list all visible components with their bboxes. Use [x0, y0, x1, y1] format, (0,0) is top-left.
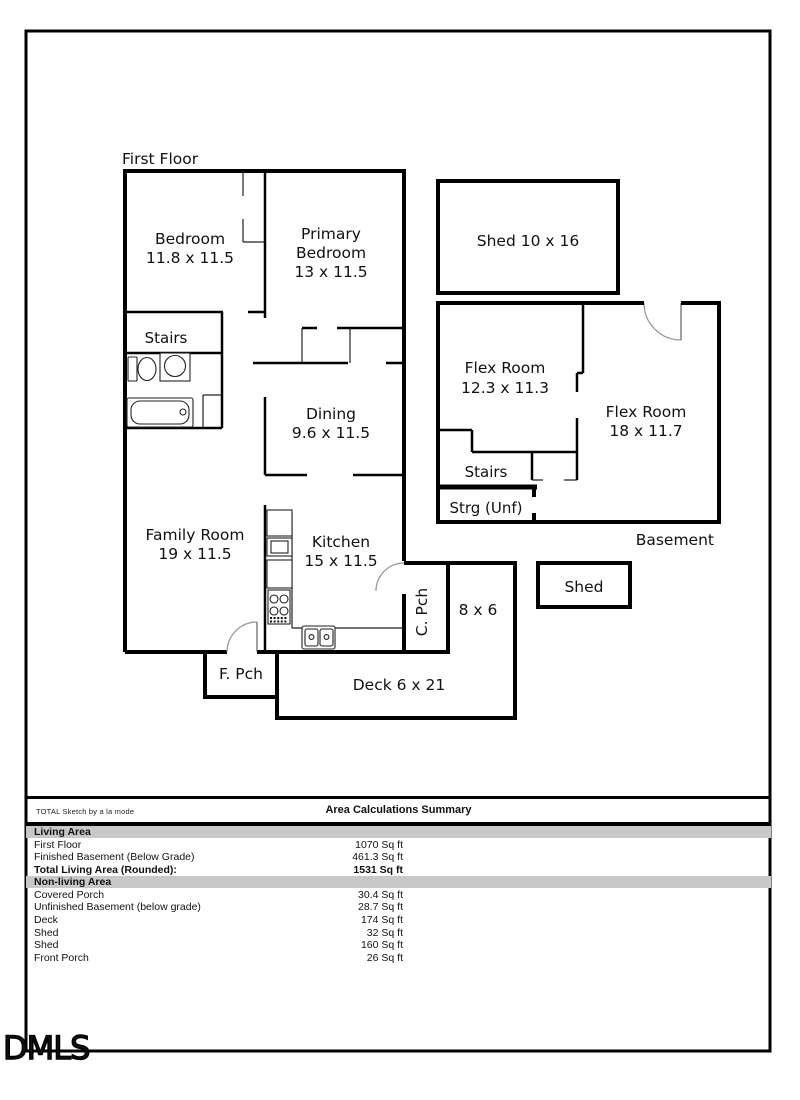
sink-drain-icon — [309, 635, 314, 640]
bath-sink-icon — [165, 356, 186, 377]
table-row — [26, 838, 771, 851]
label-storage: Strg (Unf) — [449, 499, 523, 517]
row-value: 1531 Sq ft — [353, 863, 403, 876]
label-primary-1: Primary — [301, 225, 361, 243]
label-dining: Dining — [305, 405, 357, 423]
label-shed-large: Shed 10 x 16 — [476, 232, 580, 250]
label-basement: Basement — [635, 531, 714, 549]
nonliving-area-header: Non-living Area — [26, 876, 771, 889]
label-shed-small: Shed — [564, 578, 604, 596]
row-label: Front Porch — [34, 951, 89, 964]
row-label: Shed — [34, 926, 59, 939]
label-deck-side: 8 x 6 — [458, 601, 498, 619]
row-label: Total Living Area (Rounded): — [34, 863, 177, 876]
table-row — [26, 951, 771, 964]
row-label: Shed — [34, 939, 59, 952]
row-label: Deck — [34, 913, 58, 926]
sketch-brand: TOTAL Sketch by a la mode — [36, 807, 135, 816]
label-primary-2: Bedroom — [295, 244, 367, 262]
label-dining-dims: 9.6 x 11.5 — [291, 424, 371, 442]
row-value: 32 Sq ft — [366, 926, 403, 939]
row-label: Covered Porch — [34, 888, 105, 901]
toilet-tank-icon — [128, 357, 137, 381]
row-value: 461.3 Sq ft — [352, 851, 403, 864]
burner-icon — [280, 607, 288, 615]
row-value: 160 Sq ft — [360, 939, 403, 952]
label-flex2: Flex Room — [605, 403, 687, 421]
row-label: Finished Basement (Below Grade) — [34, 851, 195, 864]
row-value: 28.7 Sq ft — [358, 901, 403, 914]
label-stairs-ff: Stairs — [144, 329, 188, 347]
wall-oven-door-icon — [271, 541, 288, 553]
row-label: First Floor — [34, 838, 82, 851]
label-kitchen-dims: 15 x 11.5 — [304, 552, 378, 570]
summary-header — [26, 799, 771, 822]
table-row — [26, 888, 771, 901]
first-floor-title: First Floor — [122, 150, 199, 168]
table-row — [26, 939, 771, 952]
kitchen-cabinet-icon — [267, 560, 292, 588]
burner-icon — [280, 595, 288, 603]
label-family-dims: 19 x 11.5 — [158, 545, 232, 563]
living-area-header: Living Area — [26, 826, 771, 839]
area-calculations-summary — [26, 796, 771, 964]
label-bedroom-dims: 11.8 x 11.5 — [145, 249, 235, 267]
bathtub-drain-icon — [180, 409, 186, 415]
label-covered-porch: C. Pch — [413, 587, 431, 637]
row-value: 26 Sq ft — [366, 951, 403, 964]
burner-icon — [270, 607, 278, 615]
sink-drain-icon — [324, 635, 329, 640]
row-value: 1070 Sq ft — [355, 838, 403, 851]
table-row — [26, 926, 771, 939]
label-front-porch: F. Pch — [219, 665, 263, 683]
toilet-bowl-icon — [138, 358, 156, 381]
row-value: 174 Sq ft — [360, 913, 403, 926]
label-deck: Deck 6 x 21 — [352, 676, 446, 694]
burner-icon — [270, 595, 278, 603]
label-family-room: Family Room — [145, 526, 245, 544]
row-label: Unfinished Basement (below grade) — [34, 901, 201, 914]
table-row — [26, 851, 771, 864]
table-row — [26, 913, 771, 926]
table-row-total — [26, 863, 771, 876]
label-kitchen: Kitchen — [311, 533, 371, 551]
table-row — [26, 901, 771, 914]
row-value: 30.4 Sq ft — [358, 888, 403, 901]
label-stairs-basement: Stairs — [464, 463, 508, 481]
refrigerator-icon — [267, 510, 292, 536]
door-arc-icon — [227, 303, 681, 652]
summary-title: Area Calculations Summary — [325, 804, 472, 816]
label-bedroom: Bedroom — [154, 230, 226, 248]
bathroom-fixtures — [127, 353, 193, 427]
label-flex1-dims: 12.3 x 11.3 — [460, 379, 550, 397]
mls-logo: DMLS — [3, 1029, 90, 1067]
label-primary-dims: 13 x 11.5 — [294, 263, 368, 281]
label-flex1: Flex Room — [464, 359, 546, 377]
label-flex2-dims: 18 x 11.7 — [609, 422, 683, 440]
